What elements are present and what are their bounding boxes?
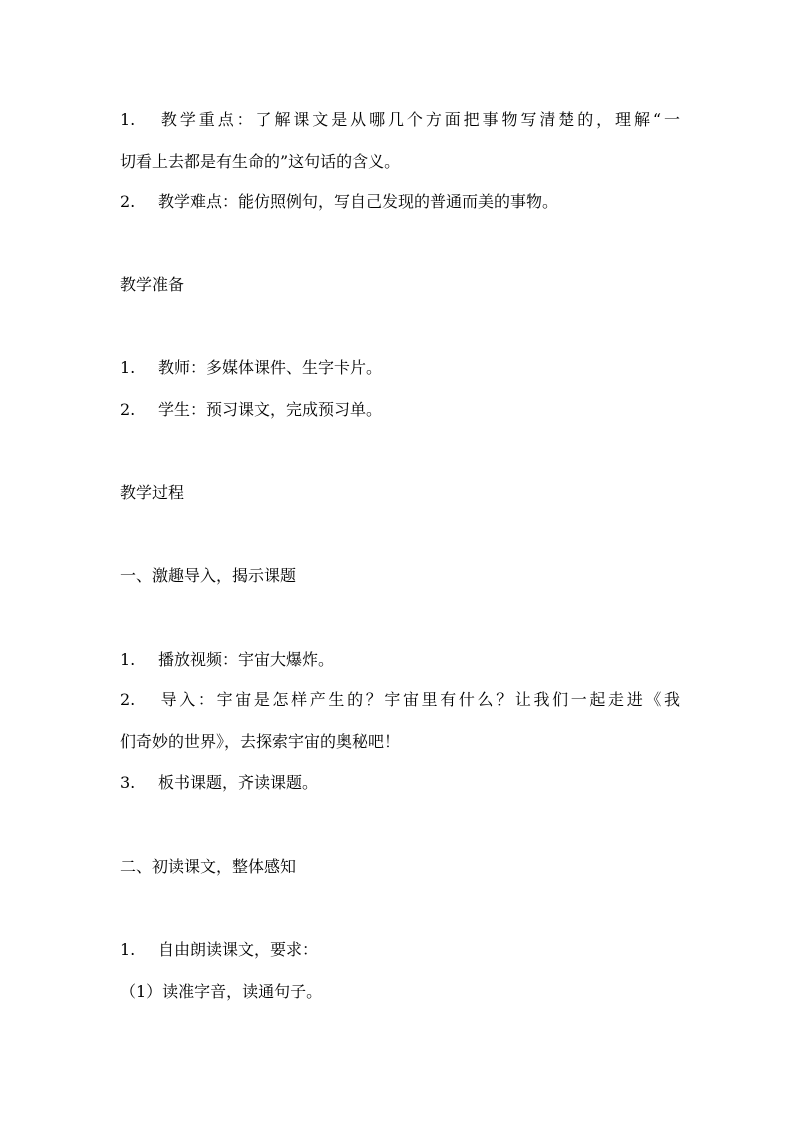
list-text: 教学难点：能仿照例句，写自己发现的普通而美的事物。 [158, 192, 559, 211]
process-1-item-1 [120, 650, 680, 670]
list-text: 自由朗读课文，要求： [158, 940, 319, 959]
list-number: 2. [120, 690, 136, 709]
list-text: 教师：多媒体课件、生字卡片。 [158, 358, 383, 377]
subsection-heading-2: 二、初读课文，整体感知 [120, 857, 297, 876]
list-text: 教学重点：了解课文是从哪几个方面把事物写清楚的，理解“一 [158, 110, 680, 129]
list-number: 3. [120, 773, 136, 792]
process-2-subitem-1: （1）读准字音，读通句子。 [120, 982, 323, 1001]
list-number: 1. [120, 358, 136, 377]
section-heading-prep: 教学准备 [120, 275, 185, 294]
objective-item-1-line-2: 切看上去都是有生命的”这句话的含义。 [120, 152, 401, 171]
objective-item-1-line-1 [120, 110, 680, 130]
list-text: 播放视频：宇宙大爆炸。 [158, 650, 335, 669]
list-text: 导入：宇宙是怎样产生的？宇宙里有什么？让我们一起走进《我 [158, 690, 680, 709]
process-2-item-1 [120, 940, 680, 960]
list-number: 2. [120, 192, 136, 211]
subsection-heading-1: 一、激趣导入，揭示课题 [120, 566, 297, 585]
list-text: 板书课题，齐读课题。 [158, 773, 319, 792]
list-number: 1. [120, 650, 136, 669]
prep-item-2 [120, 400, 680, 420]
list-number: 1. [120, 940, 136, 959]
process-1-item-2-line-2: 们奇妙的世界》，去探索宇宙的奥秘吧！ [120, 732, 401, 751]
list-number: 1. [120, 110, 136, 129]
section-heading-process: 教学过程 [120, 483, 185, 502]
process-1-item-2-line-1 [120, 690, 680, 710]
process-1-item-3 [120, 773, 680, 793]
list-number: 2. [120, 400, 136, 419]
objective-item-2 [120, 192, 680, 212]
list-text: 学生：预习课文，完成预习单。 [158, 400, 383, 419]
prep-item-1 [120, 358, 680, 378]
